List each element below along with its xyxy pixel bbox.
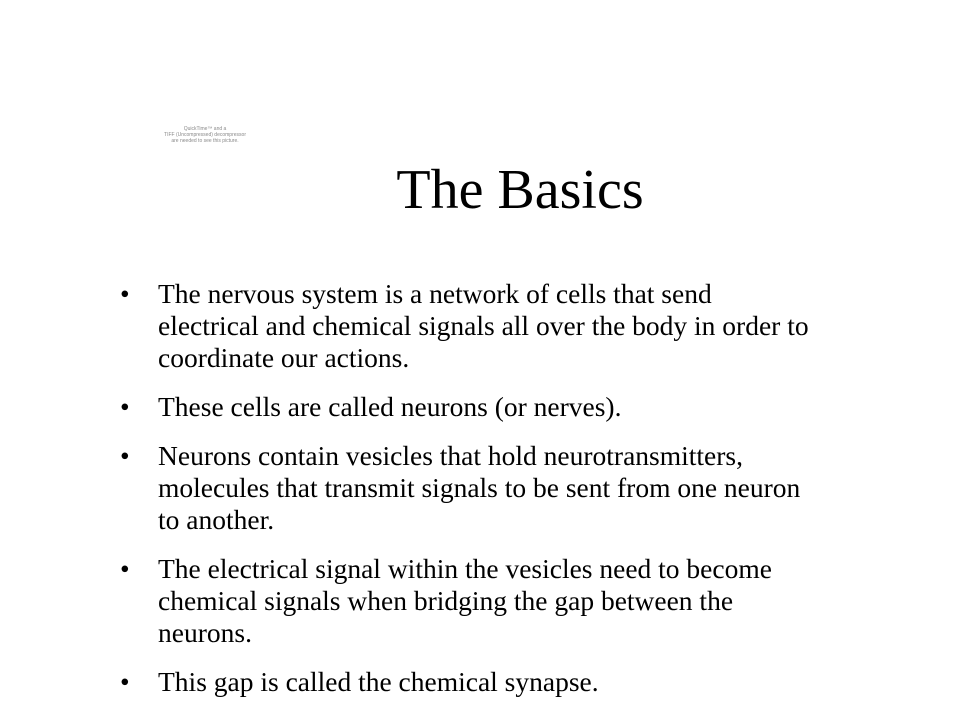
placeholder-line: TIFF (Uncompressed) decompressor <box>164 132 246 138</box>
bullet-dot-icon: • <box>120 440 130 471</box>
bullet-item <box>118 278 818 374</box>
bullet-text: These cells are called neurons (or nerves). <box>158 391 622 422</box>
bullet-item <box>118 666 818 698</box>
bullet-dot-icon: • <box>120 278 130 309</box>
bullet-text: The nervous system is a network of cells that send electrical and chemical signals all over the body in order to coordinate our actions. <box>158 278 809 373</box>
bullet-list <box>118 278 818 715</box>
bullet-text: Neurons contain vesicles that hold neurotransmitters, molecules that transmit signals to be sent from one neuron to another. <box>158 440 801 535</box>
bullet-item <box>118 440 818 536</box>
bullet-dot-icon: • <box>120 391 130 422</box>
placeholder-line: are needed to see this picture. <box>171 138 239 144</box>
bullet-item <box>118 553 818 649</box>
bullet-dot-icon: • <box>120 666 130 697</box>
placeholder-line: QuickTime™ and a <box>183 126 227 132</box>
bullet-item <box>118 391 818 423</box>
bullet-dot-icon: • <box>120 553 130 584</box>
slide-title: The Basics <box>396 159 644 221</box>
quicktime-image-placeholder <box>150 126 260 144</box>
bullet-text: This gap is called the chemical synapse. <box>158 666 599 697</box>
bullet-text: The electrical signal within the vesicles need to become chemical signals when bridging the gap between the neurons. <box>158 553 772 648</box>
